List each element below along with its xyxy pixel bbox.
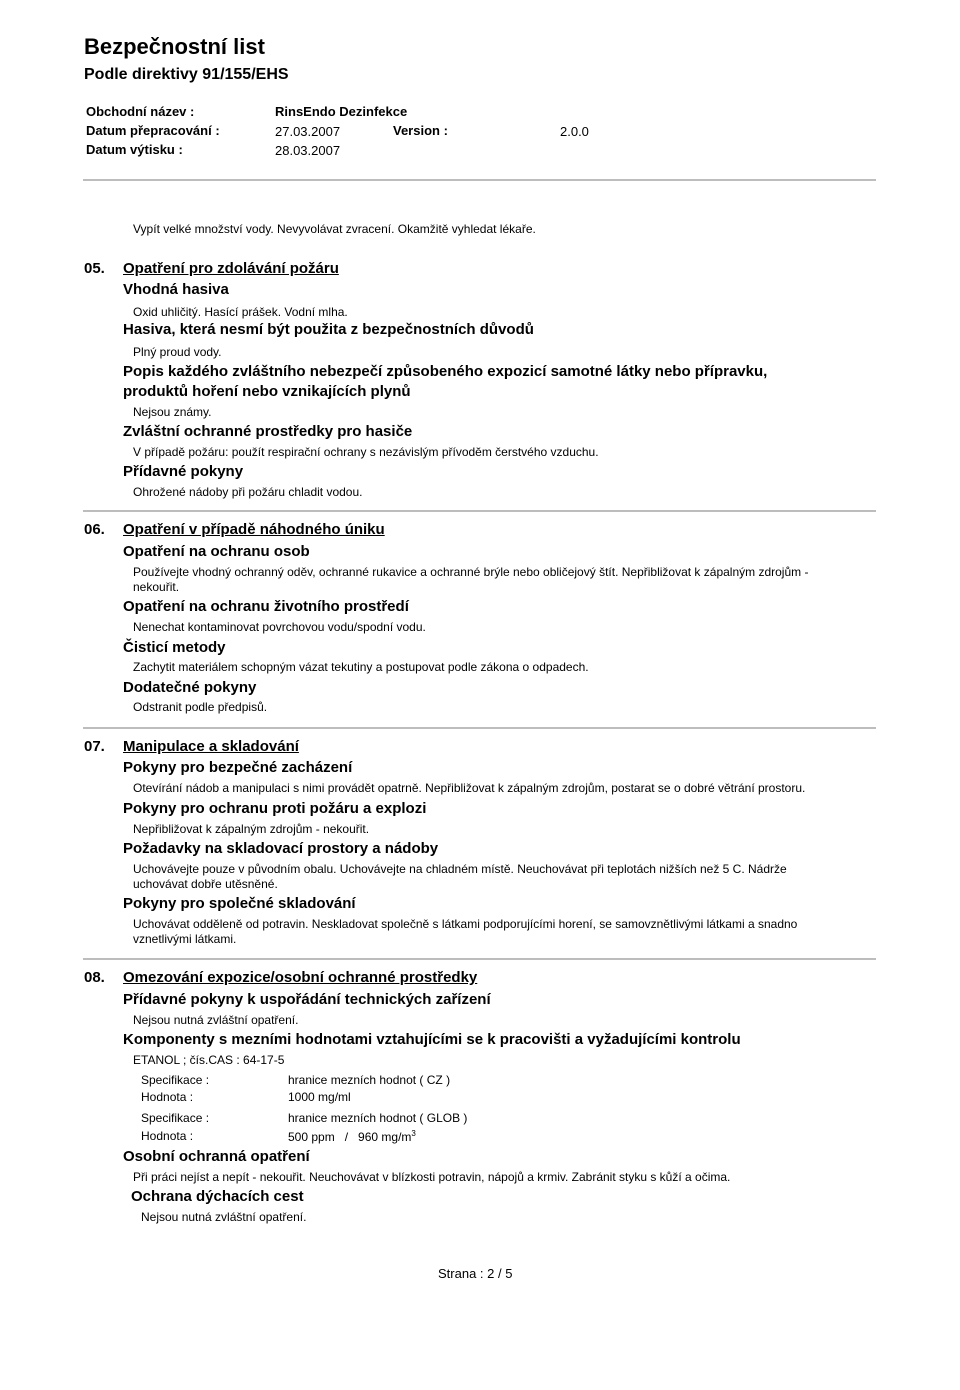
- limit-value-2: [288, 1129, 416, 1144]
- print-date-label: Datum výtisku :: [86, 142, 183, 157]
- s08-heading-personal-protection: Osobní ochranná opatření: [123, 1148, 310, 1165]
- s07-text-joint-storage-line1: Uchovávat odděleně od potravin. Neskladovat společně s látkami podporujícími horení, se samovznětlivými látkami a snadno: [133, 917, 798, 931]
- s08-text-technical: Nejsou nutná zvláštní opatření.: [133, 1013, 299, 1027]
- document-subtitle: Podle direktivy 91/155/EHS: [84, 66, 289, 83]
- s06-text-additional: Odstranit podle předpisů.: [133, 700, 268, 714]
- s08-heading-technical: Přídavné pokyny k uspořádání technických zařízení: [123, 991, 491, 1008]
- limit-value-2-superscript: 3: [411, 1129, 416, 1138]
- section-07-title: Manipulace a skladování: [123, 738, 299, 755]
- s08-heading-limit-components: Komponenty s mezními hodnotami vztahujícími se k pracovišti a vyžadujícími kontrolu: [123, 1031, 741, 1048]
- s06-text-environment: Nenechat kontaminovat povrchovou vodu/spodní vodu.: [133, 620, 426, 634]
- s07-text-fire-protection: Nepřibližovat k zápalným zdrojům - nekouřit.: [133, 822, 370, 836]
- s05-text-suitable-media: Oxid uhličitý. Hasící prášek. Vodní mlha.: [133, 305, 348, 319]
- trade-name-label: Obchodní název :: [86, 104, 195, 119]
- value-label-1: Hodnota :: [141, 1090, 194, 1104]
- section-07-number: 07.: [84, 738, 105, 755]
- s08-text-personal-protection: Při práci nejíst a nepít - nekouřit. Neuchovávat v blízkosti potravin, nápojů a krmiv. Zabránit styku s kůží a očima.: [133, 1170, 731, 1184]
- section-08-title: Omezování expozice/osobní ochranné prostředky: [123, 969, 478, 986]
- limit-value-1: 1000 mg/ml: [288, 1090, 351, 1104]
- s06-text-cleanup: Zachytit materiálem schopným vázat tekutiny a postupovat podle zákona o odpadech.: [133, 660, 589, 674]
- section-05-title: Opatření pro zdolávání požáru: [123, 260, 339, 277]
- document-title: Bezpečnostní list: [84, 34, 265, 59]
- version-value: 2.0.0: [560, 124, 589, 139]
- s06-heading-cleanup: Čisticí metody: [123, 639, 226, 656]
- s07-heading-storage: Požadavky na skladovací prostory a nádoby: [123, 840, 439, 857]
- s08-substance: ETANOL ; čís.CAS : 64-17-5: [133, 1053, 285, 1067]
- trade-name-value: RinsEndo Dezinfekce: [275, 104, 408, 119]
- s07-heading-joint-storage: Pokyny pro společné skladování: [123, 895, 356, 912]
- s07-text-safe-handling: Otevírání nádob a manipulaci s nimi provádět opatrně. Nepřibližovat k zápalným zdrojům, postarat se o dobré větrání prostoru.: [133, 781, 806, 795]
- s05-text-unsuitable-media: Plný proud vody.: [133, 345, 222, 359]
- header-divider: [83, 179, 876, 181]
- print-date-value: 28.03.2007: [275, 143, 341, 158]
- s05-heading-suitable-media: Vhodná hasiva: [123, 281, 229, 298]
- revision-date-value: 27.03.2007: [275, 124, 341, 139]
- s06-text-personal-line2: nekouřit.: [133, 580, 180, 594]
- s07-text-joint-storage-line2: vznetlivými látkami.: [133, 932, 237, 946]
- s05-text-firefighter-equipment: V případě požáru: použít respirační ochrany s nezávislým přívodĕm čerstvého vzduchu.: [133, 445, 599, 459]
- s05-heading-additional: Přídavné pokyny: [123, 463, 244, 480]
- s06-heading-personal: Opatření na ochranu osob: [123, 543, 310, 560]
- section-05-number: 05.: [84, 260, 105, 277]
- section-06-title: Opatření v případě náhodného úniku: [123, 521, 385, 538]
- s07-text-storage-line1: Uchovávejte pouze v původním obalu. Uchovávejte na chladném místě. Neuchovávat při teplotách nižších než 5 C. Nádrže: [133, 862, 787, 876]
- section-05-divider: [83, 510, 876, 512]
- s06-text-personal-line1: Používejte vhodný ochranný oděv, ochranné rukavice a ochranné brýle nebo obličejový štít. Nepřibližovat k zápalným zdrojům -: [133, 565, 809, 579]
- s08-heading-respiratory: Ochrana dýchacích cest: [131, 1188, 304, 1205]
- s06-heading-environment: Opatření na ochranu životního prostředí: [123, 598, 409, 615]
- version-label: Version :: [393, 123, 448, 138]
- s05-text-additional: Ohrožené nádoby při požáru chladit vodou.: [133, 485, 363, 499]
- s07-text-storage-line2: uchovávat dobře utěsněné.: [133, 877, 278, 891]
- intro-text: Vypít velké množství vody. Nevyvolávat zvracení. Okamžitě vyhledat lékaře.: [133, 222, 536, 236]
- section-07-divider: [83, 958, 876, 960]
- section-08-number: 08.: [84, 969, 105, 986]
- s05-text-hazards: Nejsou známy.: [133, 405, 212, 419]
- value-label-2: Hodnota :: [141, 1129, 194, 1143]
- s06-heading-additional: Dodatečné pokyny: [123, 679, 257, 696]
- s07-heading-safe-handling: Pokyny pro bezpečné zacházení: [123, 759, 353, 776]
- s08-text-respiratory: Nejsou nutná zvláštní opatření.: [141, 1210, 307, 1224]
- limit-value-2-text: 500 ppm / 960 mg/m: [288, 1130, 412, 1144]
- spec-label-2: Specifikace :: [141, 1111, 210, 1125]
- s05-heading-hazards-line1: Popis každého zvláštního nebezpečí způsobeného expozicí samotné látky nebo přípravku,: [123, 363, 768, 380]
- spec-value-2: hranice mezních hodnot ( GLOB ): [288, 1111, 468, 1125]
- s05-heading-hazards-line2: produktů hoření nebo vznikajících plynů: [123, 383, 411, 400]
- page-number: Strana : 2 / 5: [438, 1266, 513, 1281]
- s05-heading-firefighter-equipment: Zvláštní ochranné prostředky pro hasiče: [123, 423, 413, 440]
- spec-value-1: hranice mezních hodnot ( CZ ): [288, 1073, 451, 1087]
- section-06-number: 06.: [84, 521, 105, 538]
- revision-date-label: Datum přepracování :: [86, 123, 220, 138]
- s07-heading-fire-protection: Pokyny pro ochranu proti požáru a explozi: [123, 800, 427, 817]
- s05-heading-unsuitable-media: Hasiva, která nesmí být použita z bezpečnostních důvodů: [123, 321, 534, 338]
- spec-label-1: Specifikace :: [141, 1073, 210, 1087]
- section-06-divider: [83, 727, 876, 729]
